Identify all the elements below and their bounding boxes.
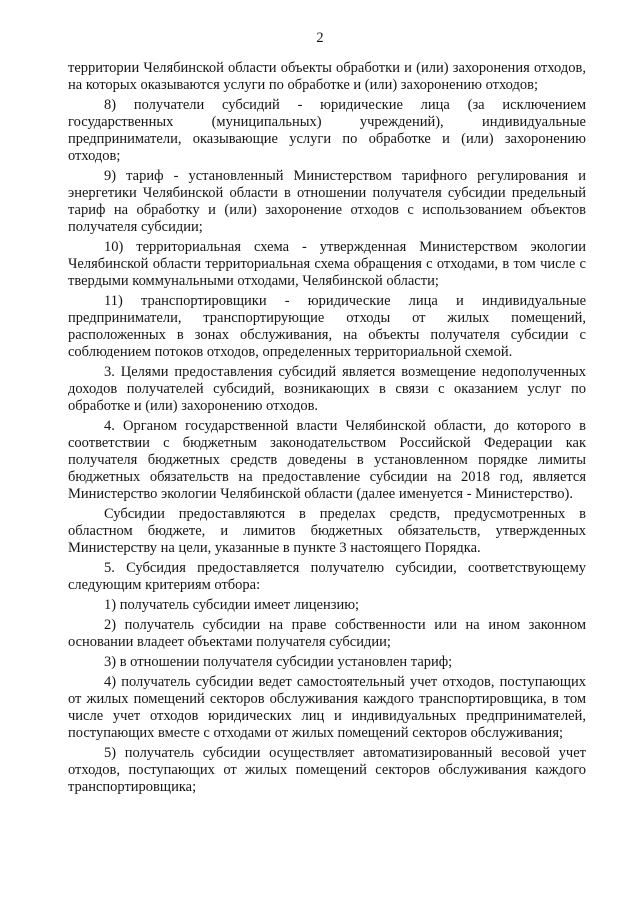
criterion-2: 2) получатель субсидии на праве собственности или на ином законном основании владеет объектами получателя субсидии;: [68, 617, 586, 650]
document-body: [68, 60, 586, 799]
paragraph-subsidy-limits: Субсидии предоставляются в пределах средств, предусмотренных в областном бюджете, и лимитов бюджетных обязательств, утвержденных Министерству на цели, указанные в пункте 3 настоящего Порядка.: [68, 506, 586, 556]
paragraph-definition-10: 10) территориальная схема - утвержденная Министерством экологии Челябинской области территориальная схема обращения с отходами, в том числе с твердыми коммунальными отходами, Челябинской области;: [68, 239, 586, 289]
paragraph-continuation: территории Челябинской области объекты обработки и (или) захоронения отходов, на которых оказываются услуги по обработке и (или) захоронению отходов;: [68, 60, 586, 93]
paragraph-section-4: 4. Органом государственной власти Челябинской области, до которого в соответствии с бюджетным законодательством Российской Федерации как получателя бюджетных средств доведены в установленном порядке лимиты бюджетных обязательств на предоставление субсидии на 2018 год, является Министерство экологии Челябинской области (далее именуется - Министерство).: [68, 418, 586, 502]
paragraph-section-5: 5. Субсидия предоставляется получателю субсидии, соответствующему следующим критериям отбора:: [68, 560, 586, 593]
criterion-5: 5) получатель субсидии осуществляет автоматизированный весовой учет отходов, поступающих от жилых помещений секторов обслуживания каждого транспортировщика;: [68, 745, 586, 795]
page-number: 2: [316, 30, 324, 46]
paragraph-definition-8: 8) получатели субсидий - юридические лица (за исключением государственных (муниципальных) учреждений), индивидуальные предприниматели, оказывающие услуги по обработке и (или) захоронению отходов;: [68, 97, 586, 164]
criterion-4: 4) получатель субсидии ведет самостоятельный учет отходов, поступающих от жилых помещений секторов обслуживания каждого транспортировщика, в том числе учет отходов юридических лиц и индивидуальных предпринимателей, поступающих вместе с отходами от жилых помещений секторов обслуживания;: [68, 674, 586, 741]
paragraph-definition-11: 11) транспортировщики - юридические лица и индивидуальные предприниматели, транспортирующие отходы от жилых помещений, расположенных в зонах обслуживания, на объекты получателя субсидии с соблюдением потоков отходов, определенных территориальной схемой.: [68, 293, 586, 360]
paragraph-section-3: 3. Целями предоставления субсидий является возмещение недополученных доходов получателей субсидий, возникающих в связи с оказанием услуг по обработке и (или) захоронению отходов.: [68, 364, 586, 414]
criterion-3: 3) в отношении получателя субсидии установлен тариф;: [104, 654, 453, 670]
criterion-1: 1) получатель субсидии имеет лицензию;: [104, 597, 360, 613]
paragraph-definition-9: 9) тариф - установленный Министерством тарифного регулирования и энергетики Челябинской области в отношении получателя субсидии предельный тариф на обработку и (или) захоронение отходов с использованием объектов получателя субсидии;: [68, 168, 586, 235]
